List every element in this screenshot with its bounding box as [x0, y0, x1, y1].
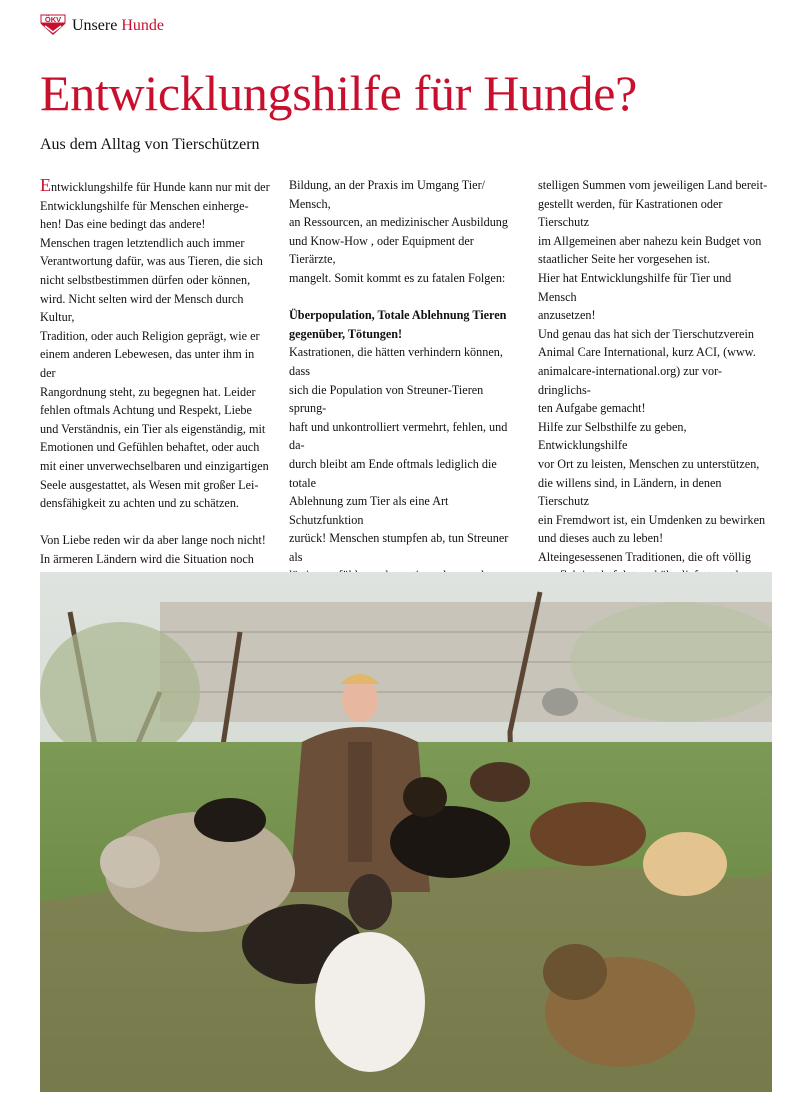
logo-text: ÖKV [44, 15, 62, 24]
text-line: wird. Nicht selten wird der Mensch durch Kultur, [40, 291, 244, 325]
text-line: die willens sind, in Ländern, in denen Tierschutz [538, 475, 722, 509]
text-line: Und genau das hat sich der Tierschutzverein [538, 326, 754, 341]
paragraph-gap [40, 513, 272, 532]
drop-cap: E [40, 175, 51, 195]
text-line: und Know-How , oder Equipment der Tierärzte, [289, 233, 474, 267]
text-line: staatlicher Seite her vorgesehen ist. [538, 252, 711, 267]
text-line: Hier hat Entwicklungshilfe für Tier und Mensch [538, 270, 732, 304]
text-line: nicht selbstbestimmen dürfen oder können, [40, 272, 251, 287]
text-line: Bildung, an der Praxis im Umgang Tier/ Mensch, [289, 178, 486, 211]
text-line: Menschen tragen letztendlich auch immer [40, 235, 245, 250]
text-line: Alteingesessenen Traditionen, die oft völlig [538, 549, 751, 564]
text-line: gegenüber, Tötungen! [289, 326, 403, 341]
text-line: densfähigkeit zu achten und zu schätzen. [40, 496, 239, 511]
section-label [72, 15, 164, 37]
text-line: vor Ort zu leisten, Menschen zu unterstützen, [538, 456, 760, 471]
text-line: und Verständnis, ein Tier als eigenständig, mit [40, 421, 266, 436]
article-title: Entwicklungshilfe für Hunde? [40, 65, 637, 121]
text-line: sich die Population von Streuner-Tieren sprung- [289, 382, 484, 416]
okv-logo [40, 14, 66, 36]
text-line: Tradition, oder auch Religion geprägt, wie er [40, 328, 260, 343]
text-line: In ärmeren Ländern wird die Situation noch [40, 551, 254, 566]
text-line: Rangordnung steht, zu begegnen hat. Leider [40, 384, 256, 399]
text-line: Verantwortung dafür, was aus Tieren, die sich [40, 254, 263, 269]
text-line: ein Fremdwort ist, ein Umdenken zu bewirken [538, 512, 766, 527]
text-line: und dieses auch zu leben! [538, 531, 664, 546]
text-line: Von Liebe reden wir da aber lange noch nicht! [40, 533, 266, 548]
text-line: einem anderen Lebewesen, das unter ihm in der [40, 347, 255, 380]
text-line: anzusetzen! [538, 308, 596, 323]
article-subtitle: Aus dem Alltag von Tierschützern [40, 136, 260, 153]
text-line: fehlen oftmals Achtung und Respekt, Liebe [40, 403, 252, 418]
text-column-1 [40, 176, 272, 624]
article-photo [40, 572, 772, 1092]
text-line: Hilfe zur Selbsthilfe zu geben, Entwicklungshilfe [538, 419, 687, 453]
text-line-content: ntwicklungshilfe für Hunde kann nur mit der [51, 180, 270, 194]
text-line: Animal Care International, kurz ACI, (www. [538, 345, 756, 360]
text-line: gestellt werden, für Kastrationen oder Tierschutz [538, 196, 723, 230]
text-line: mangelt. Somit kommt es zu fatalen Folgen: [289, 270, 506, 285]
text-line: stelligen Summen vom jeweiligen Land bereit- [538, 178, 768, 192]
text-line: Entwicklungshilfe für Menschen einherge- [40, 198, 249, 213]
text-line: an Ressourcen, an medizinischer Ausbildung [289, 215, 508, 230]
text-line [40, 176, 272, 197]
text-line: Emotionen und Gefühlen behaftet, oder auch [40, 440, 260, 455]
text-line: haft und unkontrolliert vermehrt, fehlen, und da- [289, 419, 508, 453]
text-line: animalcare-international.org) zur vor- dringlichs- [538, 363, 722, 397]
text-line: durch bleibt am Ende oftmals lediglich die totale [289, 456, 497, 490]
text-line: mit einer unverwechselbaren und einzigartigen [40, 458, 269, 473]
text-line: im Allgemeinen aber nahezu kein Budget von [538, 233, 762, 248]
text-line: Seele ausgestattet, als Wesen mit großer Lei- [40, 477, 259, 492]
text-line: zurück! Menschen stumpfen ab, tun Streuner als [289, 531, 509, 564]
paragraph-gap [289, 288, 521, 307]
section-prefix: Unsere [72, 17, 118, 34]
text-line: Überpopulation, Totale Ablehnung Tieren [289, 308, 507, 323]
text-line: hen! Das eine bedingt das andere! [40, 217, 206, 232]
text-line: Ablehnung zum Tier als eine Art Schutzfunktion [289, 494, 449, 527]
section-highlight: Hunde [121, 17, 164, 34]
text-line: ten Aufgabe gemacht! [538, 401, 646, 416]
text-line: Kastrationen, die hätten verhindern können, dass [289, 345, 503, 378]
